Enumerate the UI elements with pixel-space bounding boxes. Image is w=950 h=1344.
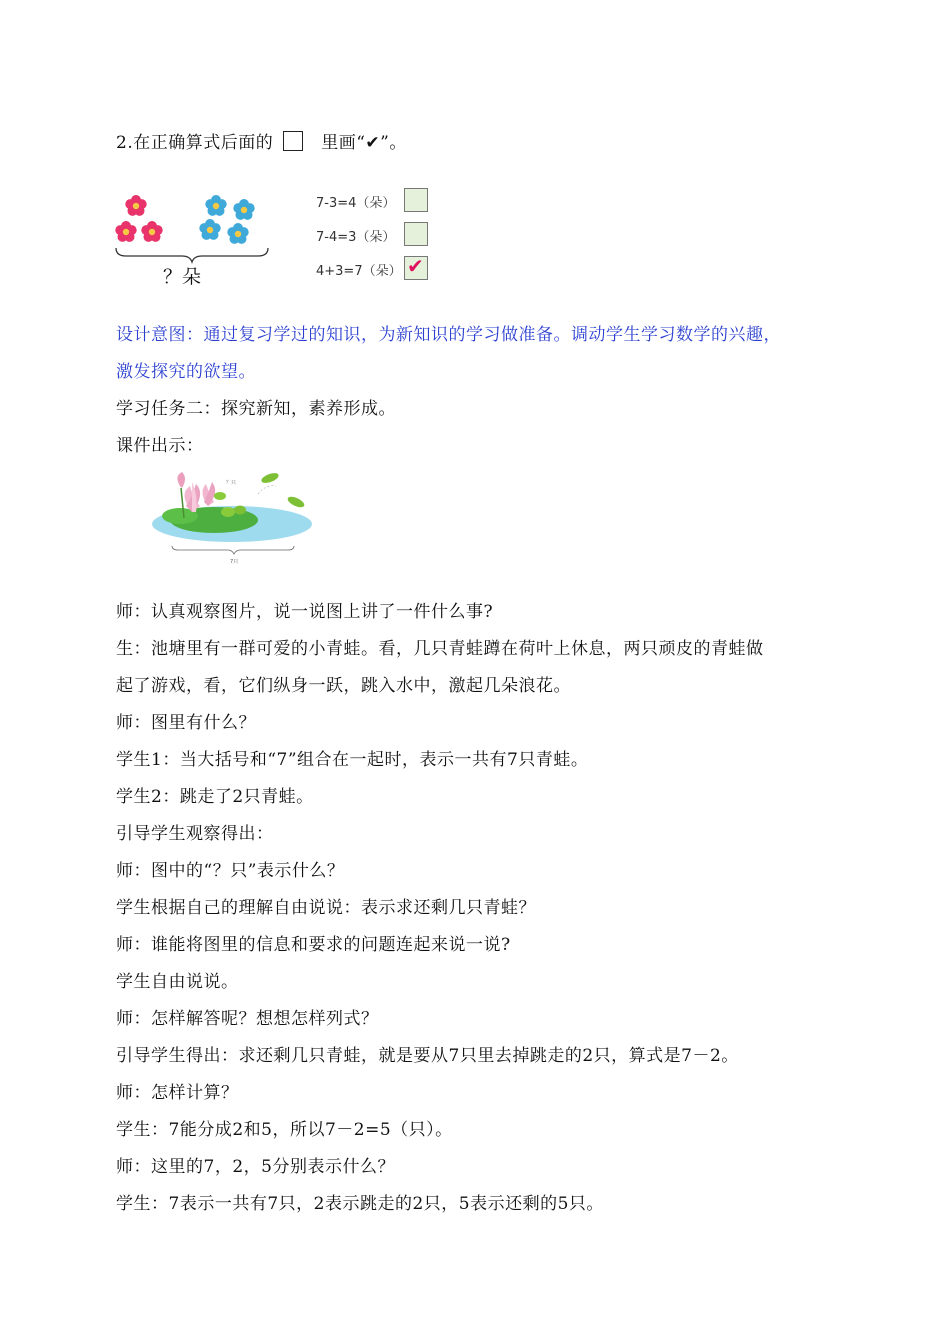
dialogue-line: 师：怎样计算？ bbox=[116, 1083, 239, 1103]
blue-flower-icon bbox=[199, 219, 220, 240]
equation-1: 7-3=4（朵） bbox=[316, 196, 396, 211]
lotus-flower-icon bbox=[184, 482, 200, 512]
design-intent-line1: 设计意图：通过复习学过的知识，为新知识的学习做准备。调动学生学习数学的兴趣， bbox=[116, 325, 781, 345]
answer-checkbox-3[interactable] bbox=[404, 256, 428, 280]
dialogue-line: 师：认真观察图片，说一说图上讲了一件什么事? bbox=[116, 602, 494, 622]
frog-icon bbox=[221, 507, 235, 517]
instruction-prefix: 2.在正确算式后面的 bbox=[116, 133, 274, 153]
dialogue-line: 学生1：当大括号和“7”组合在一起时，表示一共有7只青蛙。 bbox=[116, 750, 589, 770]
dialogue-line: 学生自由说说。 bbox=[116, 972, 239, 992]
dialogue-line: 师：谁能将图里的信息和要求的问题连起来说一说? bbox=[116, 935, 511, 955]
dialogue-line: 学生2：跳走了2只青蛙。 bbox=[116, 787, 314, 807]
frog-icon bbox=[260, 471, 280, 485]
brace-icon bbox=[172, 546, 294, 554]
blue-flower-icon bbox=[205, 195, 226, 216]
dialogue-line: 引导学生得出：求还剩几只青蛙，就是要从7只里去掉跳走的2只，算式是7－2。 bbox=[116, 1046, 739, 1066]
task-heading: 学习任务二：探究新知，素养形成。 bbox=[116, 399, 396, 419]
courseware-label: 课件出示： bbox=[116, 436, 204, 456]
dialogue-line: 学生：7能分成2和5，所以7－2=5（只）。 bbox=[116, 1120, 453, 1140]
answer-checkbox-1[interactable] bbox=[404, 188, 428, 212]
pink-flower-icon bbox=[115, 221, 136, 242]
brace-icon bbox=[116, 248, 268, 262]
blue-flower-icon bbox=[233, 199, 254, 220]
frog-icon bbox=[214, 492, 226, 500]
check-mark-icon: ✔ bbox=[407, 254, 424, 278]
dialogue-line: 引导学生观察得出： bbox=[116, 824, 274, 844]
blue-flower-icon bbox=[227, 223, 248, 244]
dialogue-line: 师：图中的“？只”表示什么？ bbox=[116, 861, 345, 881]
lotus-flower-icon bbox=[202, 482, 215, 506]
frog-icon bbox=[286, 495, 306, 510]
dialogue-line: 学生根据自己的理解自由说说：表示求还剩几只青蛙？ bbox=[116, 898, 536, 918]
exercise-instruction bbox=[116, 131, 407, 154]
question-label: ？朵 bbox=[163, 266, 202, 288]
answer-checkbox-2[interactable] bbox=[404, 222, 428, 246]
frog-question-label: ？只 bbox=[226, 480, 237, 486]
pink-flower-icon bbox=[141, 221, 162, 242]
empty-box-icon bbox=[283, 131, 303, 151]
dialogue-line: 学生：7表示一共有7只，2表示跳走的2只，5表示还剩的5只。 bbox=[116, 1194, 604, 1214]
equation-3: 4+3=7（朵） bbox=[316, 264, 402, 279]
design-intent-line2: 激发探究的欲望。 bbox=[116, 362, 256, 382]
frog-total-label: 7只 bbox=[230, 559, 239, 565]
instruction-suffix: 里画“✔”。 bbox=[321, 133, 407, 153]
dialogue-line: 师：图里有什么？ bbox=[116, 713, 256, 733]
dialogue-line: 师：怎样解答呢？想想怎样列式？ bbox=[116, 1009, 379, 1029]
pink-flower-icon bbox=[125, 195, 146, 216]
frog-icon bbox=[234, 506, 246, 515]
dialogue-line: 起了游戏，看，它们纵身一跃，跳入水中，激起几朵浪花。 bbox=[116, 676, 571, 696]
equation-2: 7-4=3（朵） bbox=[316, 230, 396, 245]
dialogue-line: 师：这里的7，2，5分别表示什么？ bbox=[116, 1157, 395, 1177]
dialogue-line: 生：池塘里有一群可爱的小青蛙。看，几只青蛙蹲在荷叶上休息，两只顽皮的青蛙做 bbox=[116, 639, 764, 659]
frog-pond-illustration bbox=[148, 466, 318, 570]
